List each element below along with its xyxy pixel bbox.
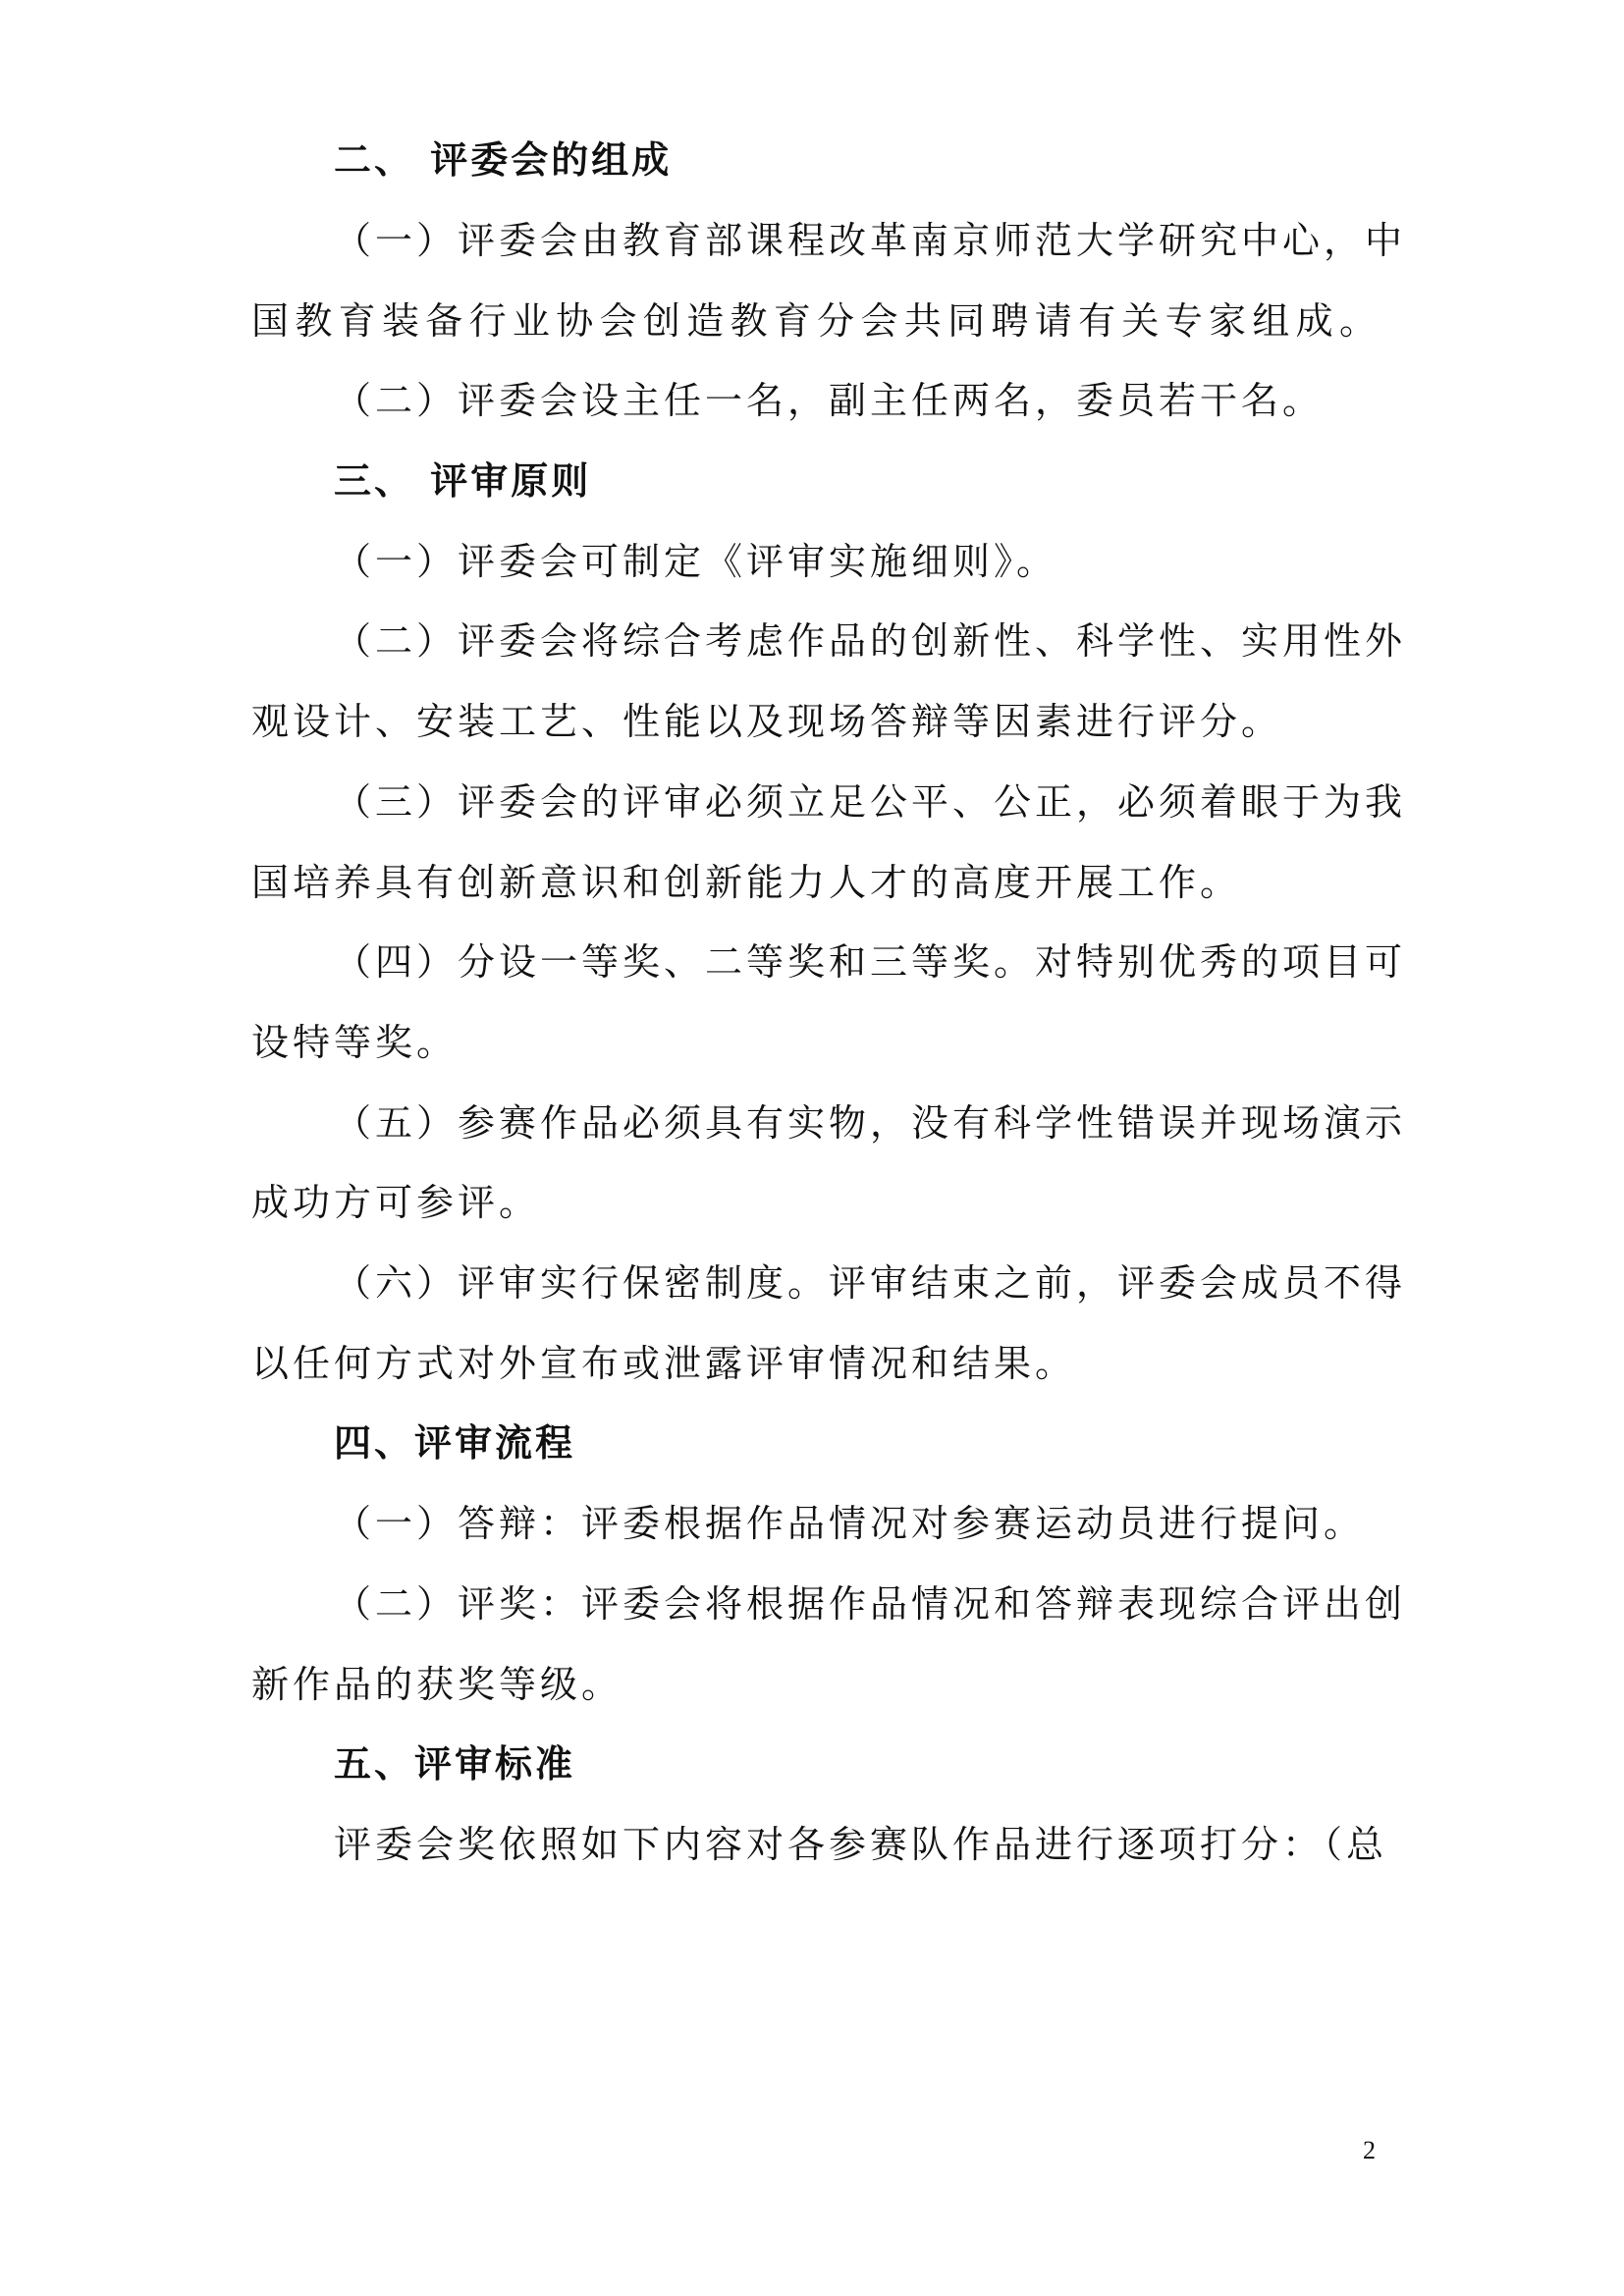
paragraph-line: （一）评委会可制定《评审实施细则》。 [334,540,1058,583]
paragraph-line: 国培养具有创新意识和创新能力人才的高度开展工作。 [251,861,1242,904]
paragraph-line: 观设计、安装工艺、性能以及现场答辩等因素进行评分。 [251,700,1283,743]
paragraph-line: （四）分设一等奖、二等奖和三等奖。对特别优秀的项目可 [334,940,1407,984]
paragraph-line: （三）评委会的评审必须立足公平、公正，必须着眼于为我 [334,780,1407,824]
paragraph-line: 成功方可参评。 [251,1181,541,1224]
paragraph-line: 评委会奖依照如下内容对各参赛队作品进行逐项打分：（总 [334,1823,1388,1866]
paragraph-line: 设特等奖。 [251,1021,459,1064]
section-4-heading: 四、评审流程 [334,1421,576,1465]
paragraph-line: （六）评审实行保密制度。评审结束之前，评委会成员不得 [334,1261,1407,1305]
paragraph-line: 国教育装备行业协会创造教育分会共同聘请有关专家组成。 [251,299,1380,343]
paragraph-line: （一）答辩：评委根据作品情况对参赛运动员进行提问。 [334,1502,1366,1545]
section-5-heading: 五、评审标准 [334,1742,576,1786]
section-2-heading: 二、 评委会的组成 [334,138,673,182]
page-number: 2 [1363,2136,1376,2164]
paragraph-line: 新作品的获奖等级。 [251,1663,623,1706]
paragraph-line: （一）评委会由教育部课程改革南京师范大学研究中心，中 [334,219,1407,262]
paragraph-line: （二）评委会将综合考虑作品的创新性、科学性、实用性外 [334,619,1407,663]
paragraph-line: 以任何方式对外宣布或泄露评审情况和结果。 [251,1342,1077,1385]
paragraph-line: （五）参赛作品必须具有实物，没有科学性错误并现场演示 [334,1101,1407,1145]
paragraph-line: （二）评委会设主任一名，副主任两名，委员若干名。 [334,379,1325,422]
paragraph-line: （二）评奖：评委会将根据作品情况和答辩表现综合评出创 [334,1582,1407,1626]
section-3-heading: 三、 评审原则 [334,459,592,503]
